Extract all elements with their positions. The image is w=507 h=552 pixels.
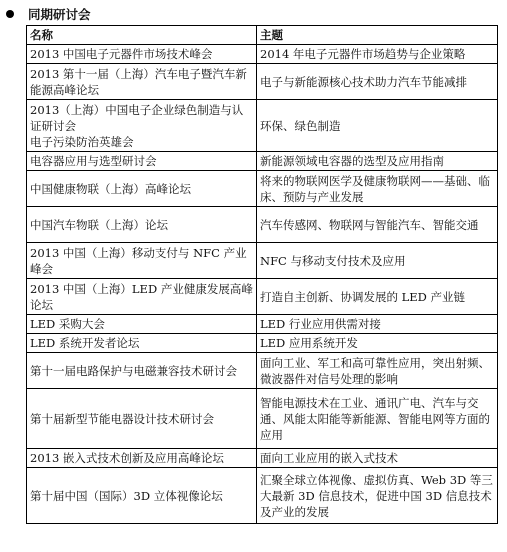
- seminar-name-cell: 电容器应用与选型研讨会: [27, 152, 257, 171]
- seminar-name-cell: 2013 中国电子元器件市场技术峰会: [27, 45, 257, 64]
- seminar-theme-cell: 环保、绿色制造: [257, 100, 498, 152]
- seminar-name-cell: 2013 嵌入式技术创新及应用高峰论坛: [27, 449, 257, 468]
- seminar-theme-cell: 将来的物联网医学及健康物联网——基础、临床、预防与产业发展: [257, 171, 498, 207]
- seminar-name-cell: LED 采购大会: [27, 315, 257, 334]
- table-row: [27, 279, 498, 315]
- table-row: [27, 334, 498, 353]
- seminar-theme-cell: 电子与新能源核心技术助力汽车节能减排: [257, 64, 498, 100]
- table-row: [27, 389, 498, 449]
- seminar-name-cell: 2013（上海）中国电子企业绿色制造与认证研讨会 电子污染防治英雄会: [27, 100, 257, 152]
- seminar-name-cell: 第十届中国（国际）3D 立体视像论坛: [27, 468, 257, 524]
- seminar-name-cell: 2013 中国（上海）移动支付与 NFC 产业峰会: [27, 243, 257, 279]
- table-row: [27, 152, 498, 171]
- seminar-theme-cell: LED 行业应用供需对接: [257, 315, 498, 334]
- column-header-theme: 主题: [257, 26, 498, 45]
- seminar-theme-cell: NFC 与移动支付技术及应用: [257, 243, 498, 279]
- table-row: [27, 468, 498, 524]
- seminar-theme-cell: 智能电源技术在工业、通讯广电、汽车与交通、风能太阳能等新能源、智能电网等方面的应用: [257, 389, 498, 449]
- table-row: [27, 64, 498, 100]
- seminar-theme-cell: LED 应用系统开发: [257, 334, 498, 353]
- seminar-name-cell: 第十届新型节能电器设计技术研讨会: [27, 389, 257, 449]
- table-row: [27, 207, 498, 243]
- section-heading: [6, 4, 91, 24]
- table-row: [27, 171, 498, 207]
- seminar-theme-cell: 汇聚全球立体视像、虚拟仿真、Web 3D 等三大最新 3D 信息技术，促进中国 3D 信息技术及产业的发展: [257, 468, 498, 524]
- table-row: [27, 100, 498, 152]
- table-row: [27, 243, 498, 279]
- table-row: [27, 45, 498, 64]
- table-row: [27, 353, 498, 389]
- section-title: 同期研讨会: [28, 7, 91, 22]
- table-row: [27, 449, 498, 468]
- table-header-row: [27, 26, 498, 45]
- seminar-table: [26, 25, 498, 524]
- column-header-name: 名称: [27, 26, 257, 45]
- seminar-name-cell: 第十一届电路保护与电磁兼容技术研讨会: [27, 353, 257, 389]
- seminar-name-cell: 中国汽车物联（上海）论坛: [27, 207, 257, 243]
- seminar-theme-cell: 新能源领域电容器的选型及应用指南: [257, 152, 498, 171]
- seminar-theme-cell: 面向工业、军工和高可靠性应用，突出射频、微波器件对信号处理的影响: [257, 353, 498, 389]
- seminar-theme-cell: 2014 年电子元器件市场趋势与企业策略: [257, 45, 498, 64]
- seminar-name-cell: 2013 第十一届（上海）汽车电子暨汽车新能源高峰论坛: [27, 64, 257, 100]
- seminar-theme-cell: 面向工业应用的嵌入式技术: [257, 449, 498, 468]
- bullet-icon: [6, 10, 14, 18]
- table-row: [27, 315, 498, 334]
- seminar-name-cell: LED 系统开发者论坛: [27, 334, 257, 353]
- seminar-name-cell: 2013 中国（上海）LED 产业健康发展高峰论坛: [27, 279, 257, 315]
- seminar-theme-cell: 打造自主创新、协调发展的 LED 产业链: [257, 279, 498, 315]
- seminar-theme-cell: 汽车传感网、物联网与智能汽车、智能交通: [257, 207, 498, 243]
- seminar-name-cell: 中国健康物联（上海）高峰论坛: [27, 171, 257, 207]
